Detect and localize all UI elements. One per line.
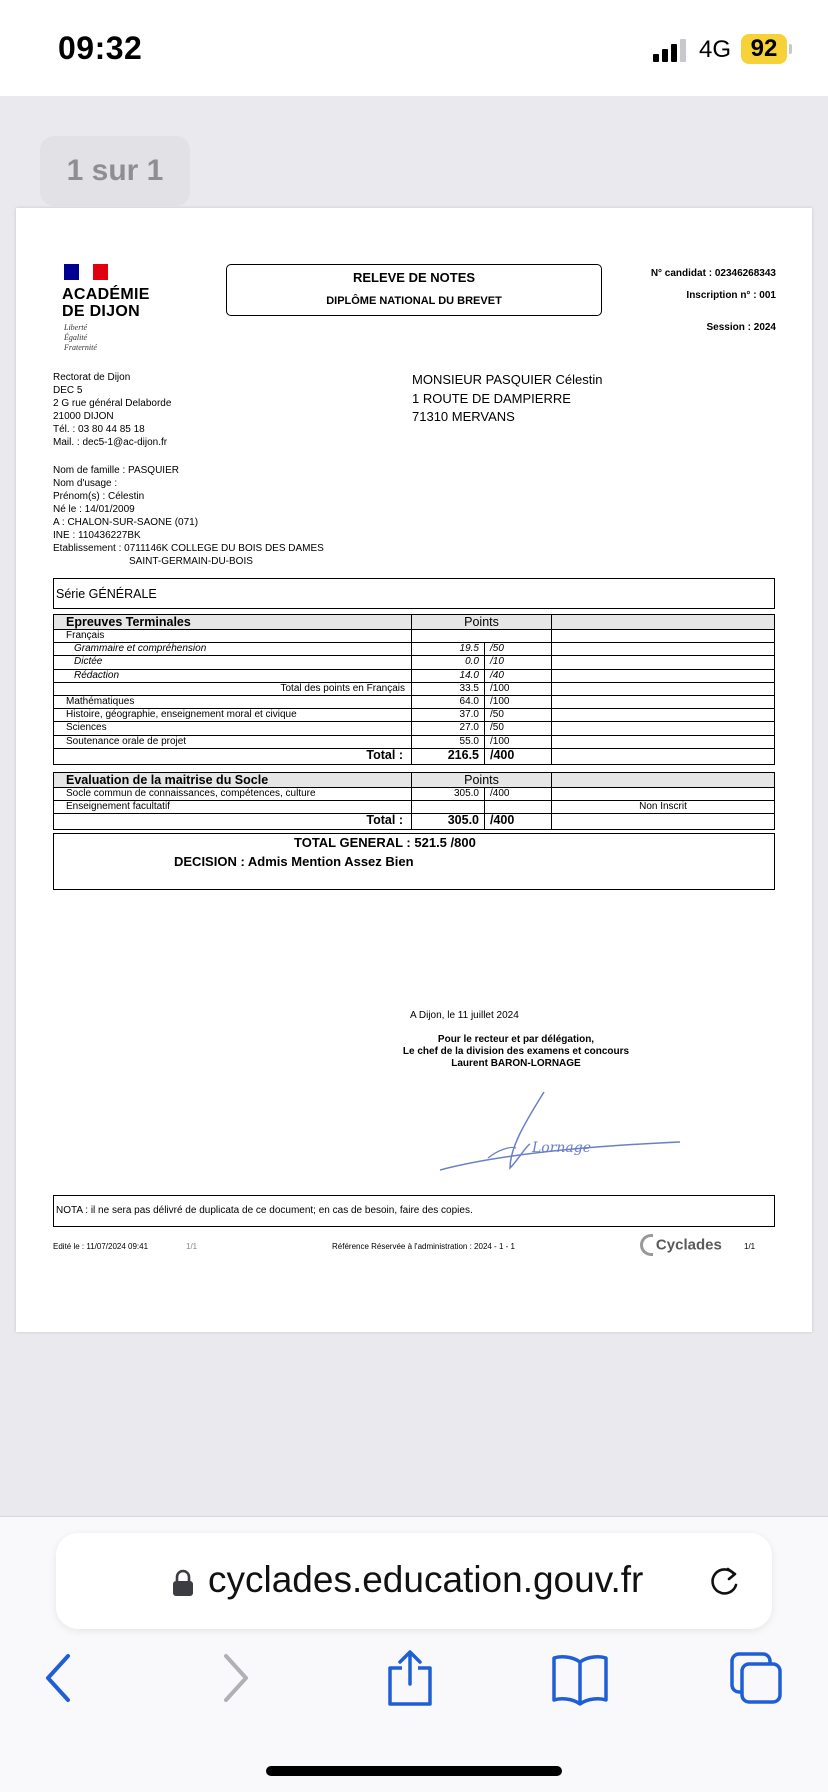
total-row: Total : 305.0 /400	[54, 814, 774, 829]
epreuves-table	[53, 614, 775, 765]
table-row: Soutenance orale de projet 55.0 /100	[54, 736, 774, 749]
decision: DECISION : Admis Mention Assez Bien	[174, 854, 414, 869]
table-row: Histoire, géographie, enseignement moral et civique 37.0 /50	[54, 709, 774, 722]
table-row: Enseignement facultatif Non Inscrit	[54, 801, 774, 814]
recipient-address: MONSIEUR PASQUIER Célestin 1 ROUTE DE DAMPIERRE 71310 MERVANS	[412, 372, 603, 424]
serie-label: Série GÉNÉRALE	[56, 587, 157, 601]
back-icon[interactable]	[40, 1648, 76, 1708]
document-title-box	[226, 264, 602, 316]
serie-box	[53, 578, 775, 609]
table-header: Evaluation de la maitrise du Socle Points	[54, 773, 774, 788]
admin-reference: Référence Réservée à l'administration : 2024 - 1 - 1	[332, 1242, 515, 1251]
status-bar	[0, 0, 828, 96]
url-text[interactable]: cyclades.education.gouv.fr	[208, 1559, 644, 1600]
inscription-number: Inscription n° : 001	[686, 290, 776, 301]
table-header: Epreuves Terminales Points	[54, 615, 774, 630]
edited-date: Edité le : 11/07/2024 09:41	[53, 1242, 149, 1251]
signature-image	[440, 1088, 680, 1178]
marianne-logo	[64, 264, 108, 280]
table-row: Mathématiques 64.0 /100	[54, 696, 774, 709]
bookmarks-icon[interactable]	[550, 1648, 610, 1708]
nota-text: NOTA : il ne sera pas délivré de duplicata de ce document; en cas de besoin, faire des copies.	[56, 1205, 473, 1216]
table-row: Sciences 27.0 /50	[54, 722, 774, 735]
tabs-icon[interactable]	[728, 1648, 784, 1708]
clock: 09:32	[58, 30, 143, 66]
sender-address: Rectorat de Dijon DEC 5 2 G rue général Delaborde 21000 DIJON Tél. : 03 80 44 85 18 Mail. : dec5-1@ac-dijon.fr	[53, 372, 172, 448]
signal-icon	[653, 38, 689, 62]
nota-box	[53, 1195, 775, 1227]
document-subtitle: DIPLÔME NATIONAL DU BREVET	[326, 295, 502, 307]
cyclades-logo: Cyclades	[640, 1234, 722, 1256]
reload-icon[interactable]	[706, 1563, 742, 1599]
network-type: 4G	[699, 36, 732, 63]
share-icon[interactable]	[384, 1648, 436, 1708]
academy-logo-text: ACADÉMIE DE DIJON	[62, 286, 150, 320]
page-indicator: 1 sur 1	[40, 136, 190, 206]
socle-table	[53, 772, 775, 830]
republic-motto: Liberté Égalité Fraternité	[64, 323, 97, 352]
table-row: Rédaction 14.0 /40	[54, 670, 774, 683]
table-row: Socle commun de connaissances, compétences, culture 305.0 /400	[54, 788, 774, 801]
signatory: Pour le recteur et par délégation, Le chef de la division des examens et concours Laurent BARON-LORNAGE	[402, 1034, 630, 1069]
total-general: TOTAL GENERAL : 521.5 /800	[294, 835, 476, 850]
place-date: A Dijon, le 11 juillet 2024	[410, 1010, 519, 1021]
page-small: 1/1	[186, 1242, 198, 1251]
candidate-identity: Nom de famille : PASQUIER Nom d'usage : Prénom(s) : Célestin Né le : 14/01/2009 A : CHALON-SUR-SAONE (071) INE : 110436227BK Etablissement : 0711146K COLLEGE DU BOIS DES DAMES SAINT-GERMAIN-DU-BOIS	[53, 465, 324, 567]
table-row: Total des points en Français 33.5 /100	[54, 683, 774, 696]
page-number: 1/1	[744, 1242, 756, 1251]
table-row: Français	[54, 630, 774, 643]
document-title: RELEVE DE NOTES	[352, 270, 476, 285]
total-row: Total : 216.5 /400	[54, 749, 774, 764]
battery-tip	[789, 44, 792, 54]
forward-icon[interactable]	[218, 1648, 254, 1708]
pdf-page[interactable]	[16, 208, 812, 1332]
candidate-number: N° candidat : 02346268343	[650, 268, 776, 279]
table-row: Dictée 0.0 /10	[54, 656, 774, 669]
url-bar[interactable]	[56, 1533, 772, 1629]
total-general-box	[53, 833, 775, 890]
table-row: Grammaire et compréhension 19.5 /50	[54, 643, 774, 656]
session: Session : 2024	[706, 322, 776, 333]
home-indicator	[266, 1766, 562, 1776]
battery-icon: 92	[741, 34, 787, 64]
signature-text: Lornage	[532, 1140, 592, 1156]
lock-icon	[172, 1569, 194, 1597]
